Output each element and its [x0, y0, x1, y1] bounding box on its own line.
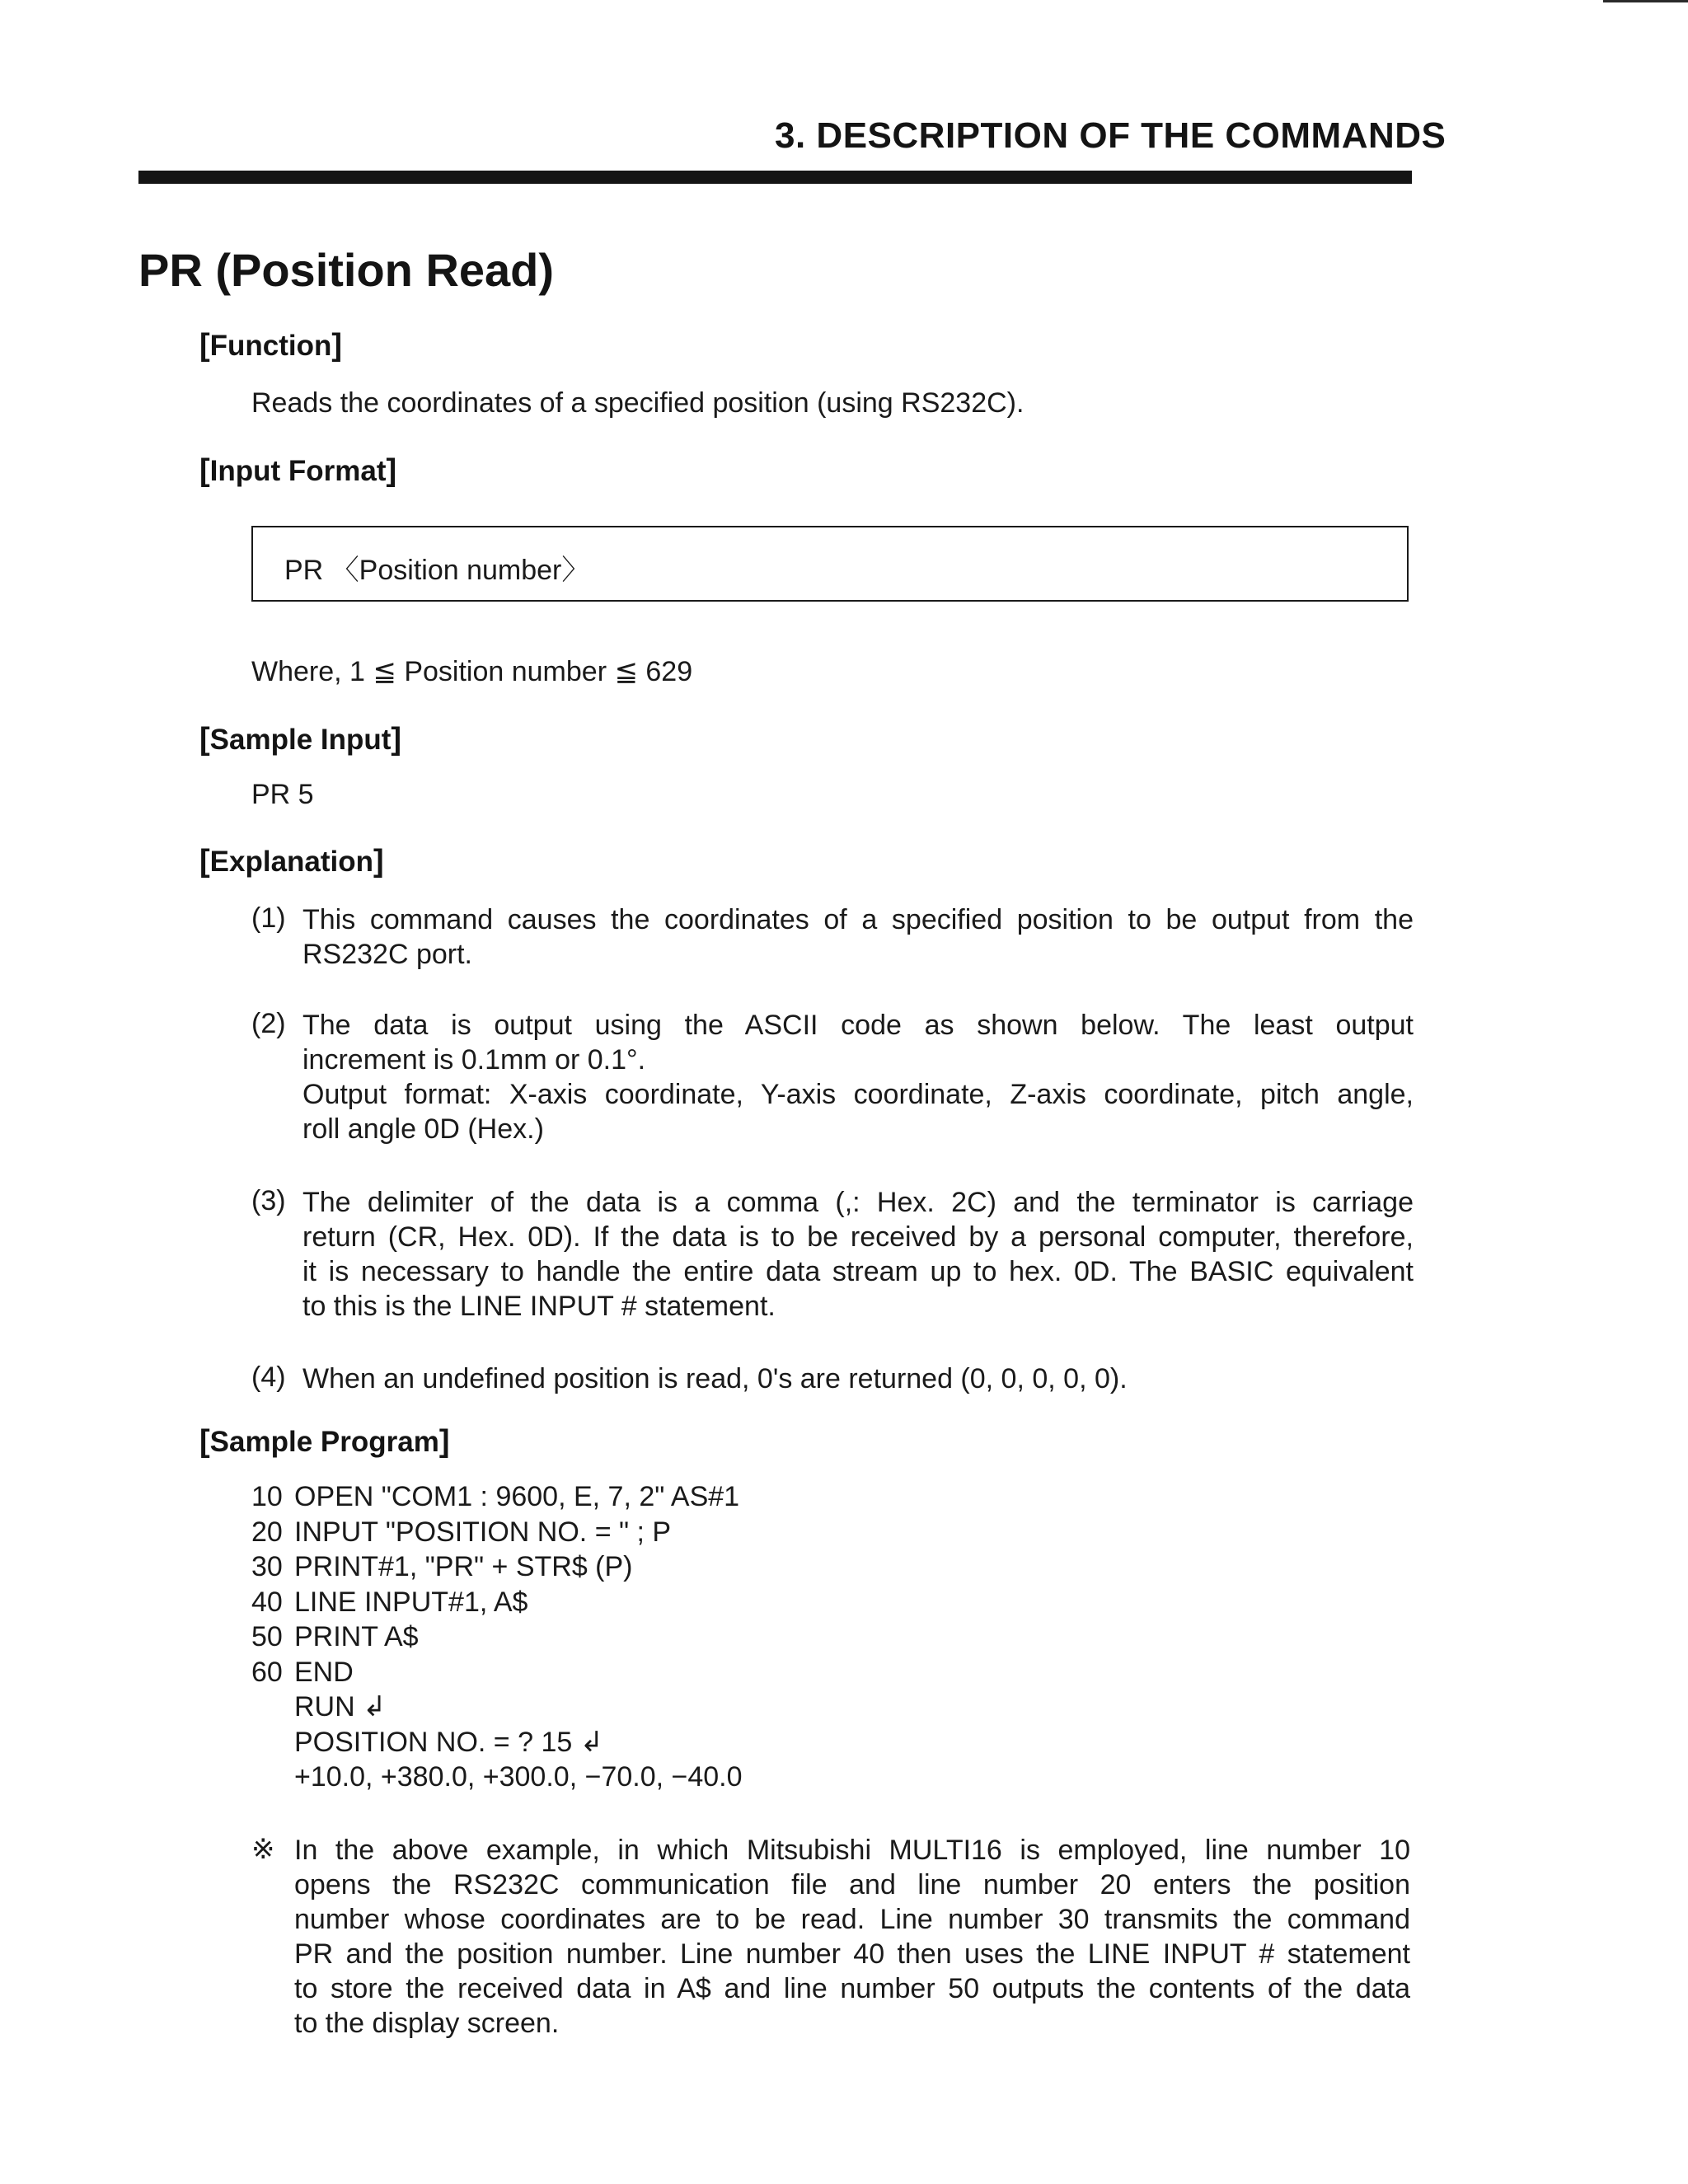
line-number: 40	[251, 1586, 283, 1618]
sample-input-heading: [Sample Input]	[199, 722, 402, 757]
sample-program-heading: [Sample Program]	[199, 1424, 450, 1459]
line-code: END	[294, 1656, 354, 1688]
explanation-item	[251, 902, 1414, 972]
program-output-line	[251, 1725, 743, 1760]
item-line: When an undefined position is read, 0's are returned (0, 0, 0, 0, 0).	[302, 1363, 1128, 1394]
output-text: +10.0, +380.0, +300.0, −70.0, −40.0	[294, 1761, 743, 1793]
item-line: return (CR, Hex. 0D). If the data is to be received by a personal computer, therefore,	[302, 1221, 1414, 1253]
note-line: opens the RS232C communication file and line number 20 enters the position	[294, 1869, 1410, 1900]
line-number: 30	[251, 1551, 283, 1582]
page-title: PR (Position Read)	[138, 244, 555, 296]
input-format-box	[251, 526, 1409, 602]
note-line: In the above example, in which Mitsubishi MULTI16 is employed, line number 10	[294, 1835, 1410, 1866]
item-number: (4)	[251, 1361, 286, 1393]
explanation-heading: [Explanation]	[199, 844, 384, 879]
item-number: (1)	[251, 902, 286, 934]
item-line: This command causes the coordinates of a specified position to be output from the	[302, 904, 1414, 935]
function-heading: [Function]	[199, 328, 343, 363]
input-format-heading: [Input Format]	[199, 453, 397, 488]
explanation-item	[251, 1185, 1414, 1324]
note-line: number whose coordinates are to be read. Line number 30 transmits the command	[294, 1904, 1410, 1935]
item-line: The data is output using the ASCII code as shown below. The least output	[302, 1010, 1414, 1041]
header-rule	[138, 171, 1412, 184]
line-code: PRINT#1, "PR" + STR$ (P)	[294, 1551, 633, 1582]
sample-program-listing	[251, 1479, 743, 1795]
program-line	[251, 1549, 743, 1585]
item-line: to this is the LINE INPUT # statement.	[302, 1291, 776, 1322]
line-number: 60	[251, 1656, 283, 1688]
program-line	[251, 1479, 743, 1515]
program-line	[251, 1585, 743, 1620]
line-number: 50	[251, 1621, 283, 1652]
item-line: RS232C port.	[302, 939, 472, 970]
running-header: 3. DESCRIPTION OF THE COMMANDS	[775, 115, 1447, 156]
output-text: POSITION NO. = ? 15 ↲	[294, 1726, 604, 1758]
line-code: LINE INPUT#1, A$	[294, 1586, 528, 1618]
item-line: Output format: X-axis coordinate, Y-axis coordinate, Z-axis coordinate, pitch angle,	[302, 1079, 1414, 1110]
note-line: to store the received data in A$ and line number 50 outputs the contents of the data	[294, 1973, 1410, 2004]
line-number: 10	[251, 1481, 283, 1512]
line-number: 20	[251, 1516, 283, 1548]
line-code: PRINT A$	[294, 1621, 419, 1652]
item-number: (2)	[251, 1008, 286, 1039]
explanation-item	[251, 1008, 1414, 1146]
program-line	[251, 1655, 743, 1690]
input-format-text: PR 〈Position number〉	[284, 555, 590, 586]
program-line	[251, 1515, 743, 1550]
line-code: INPUT "POSITION NO. = " ; P	[294, 1516, 672, 1548]
program-output-line	[251, 1690, 743, 1725]
function-text: Reads the coordinates of a specified position (using RS232C).	[251, 387, 1025, 419]
item-line: The delimiter of the data is a comma (,: Hex. 2C) and the terminator is carriage	[302, 1187, 1414, 1218]
program-output-line	[251, 1760, 743, 1795]
input-range: Where, 1 ≦ Position number ≦ 629	[251, 656, 693, 687]
item-line: roll angle 0D (Hex.)	[302, 1113, 544, 1145]
output-text: RUN ↲	[294, 1691, 387, 1722]
reference-mark-icon: ※	[251, 1834, 275, 1865]
note	[251, 1833, 1410, 2041]
explanation-item	[251, 1361, 1414, 1396]
line-code: OPEN "COM1 : 9600, E, 7, 2" AS#1	[294, 1481, 740, 1512]
corner-mark	[1603, 0, 1688, 2]
sample-input-text: PR 5	[251, 779, 314, 810]
note-line: PR and the position number. Line number 40 then uses the LINE INPUT # statement	[294, 1938, 1410, 1970]
program-line	[251, 1619, 743, 1655]
item-number: (3)	[251, 1185, 286, 1216]
note-line: to the display screen.	[294, 2008, 560, 2039]
item-line: increment is 0.1mm or 0.1°.	[302, 1044, 646, 1076]
item-line: it is necessary to handle the entire data stream up to hex. 0D. The BASIC equivalent	[302, 1256, 1414, 1287]
